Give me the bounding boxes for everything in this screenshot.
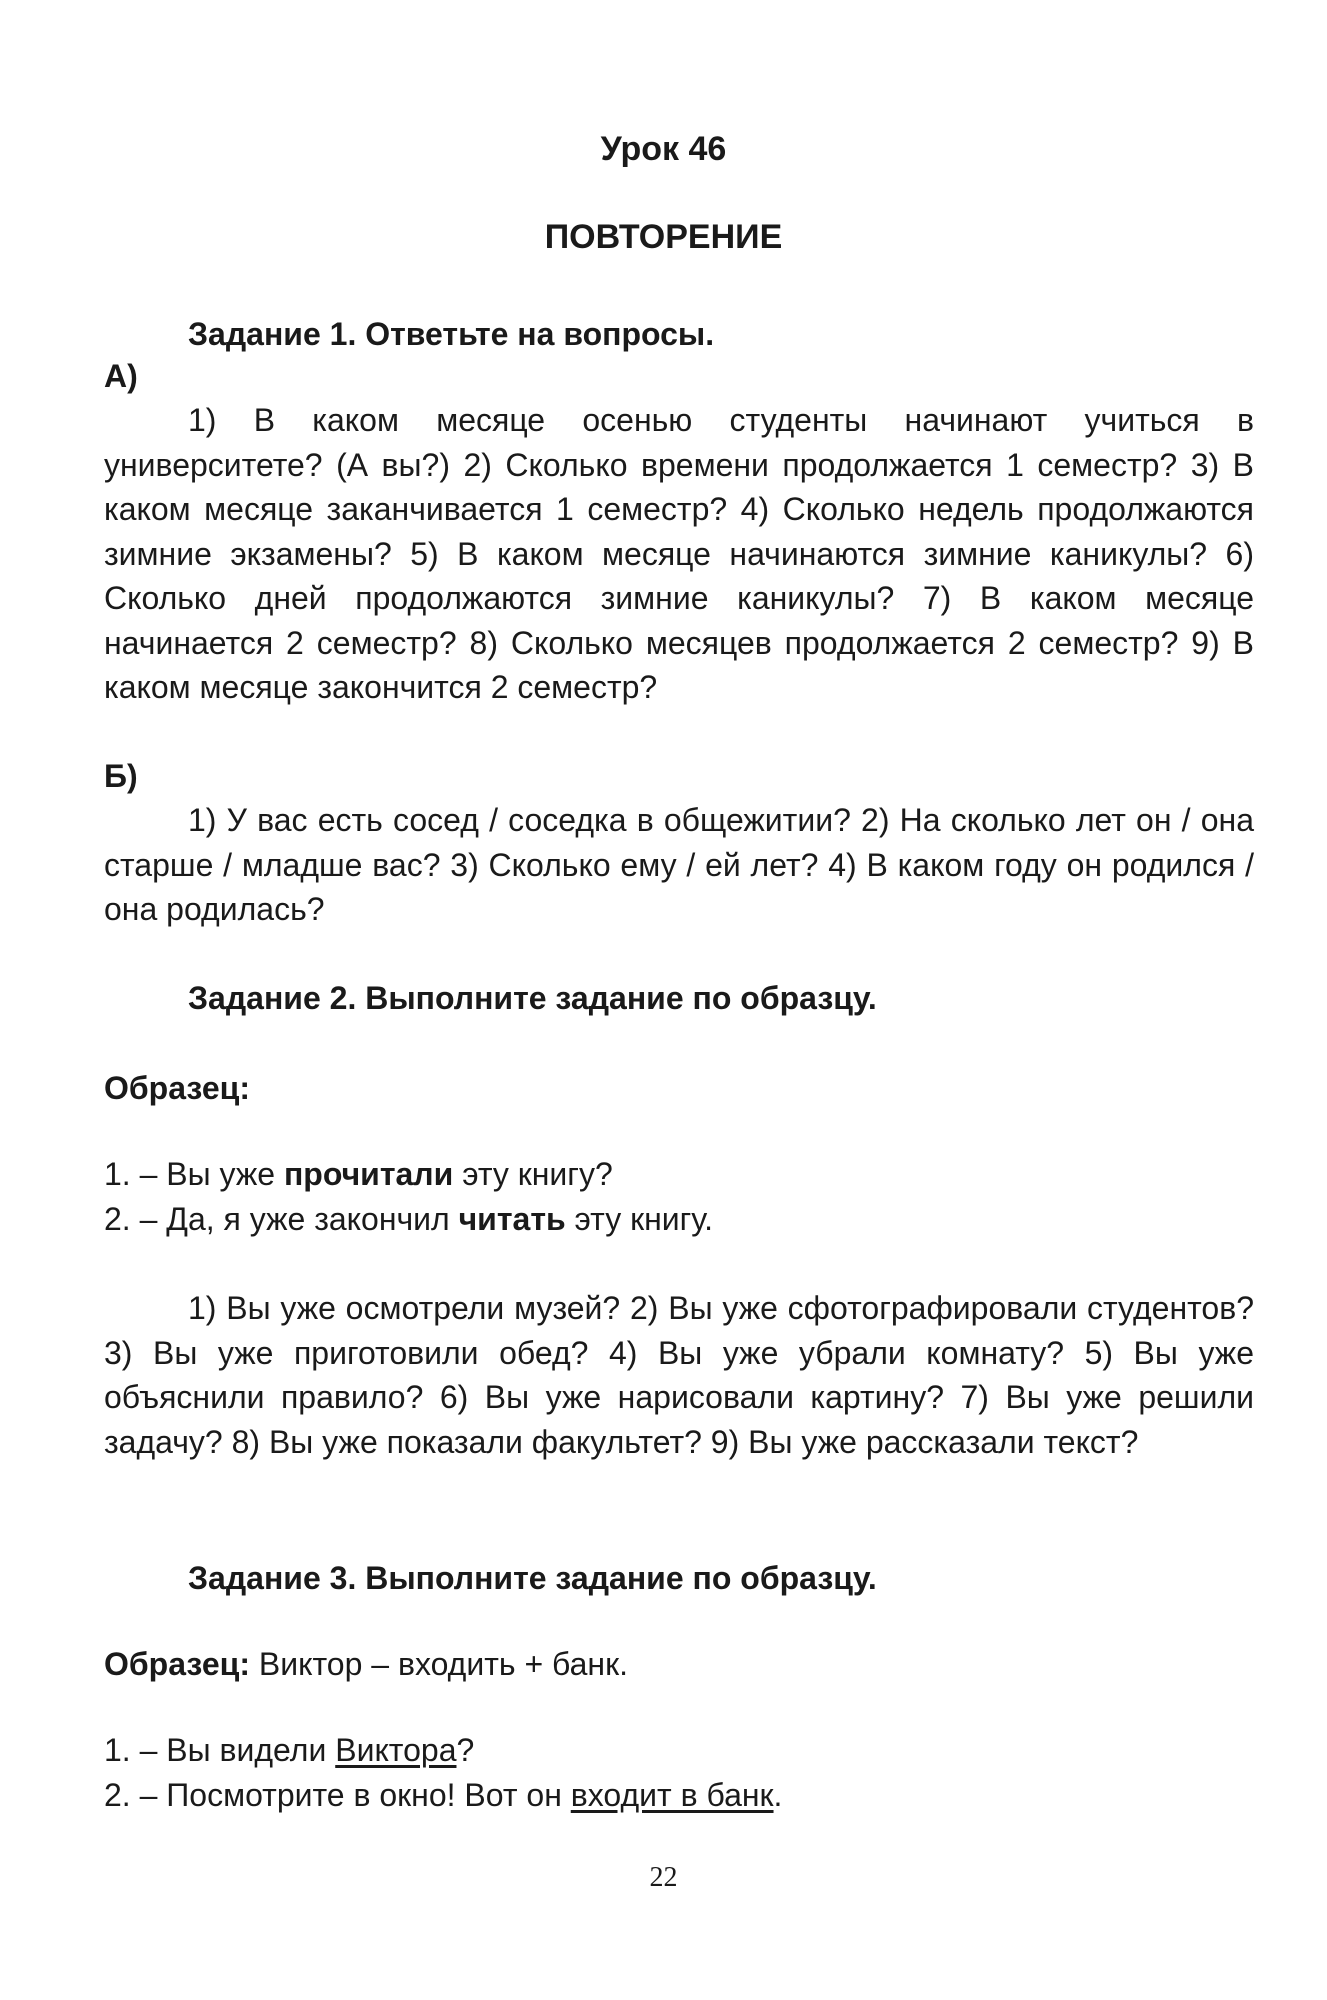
task2-sample-line-1: 1. – Вы уже прочитали эту книгу?	[104, 1156, 613, 1192]
task1-heading: Задание 1. Ответьте на вопросы.	[188, 316, 715, 352]
lesson-title: Урок 46	[600, 130, 727, 168]
task3-sample	[104, 1646, 628, 1683]
task1-part-a-text: 1) В каком месяце осенью студенты начинают учиться в университете? (А вы?) 2) Сколько времени продолжается 1 семестр? 3) В каком месяце заканчивается 1 семестр? 4) Сколько недель продолжаются зимние экзамены? 5) В каком месяце начинаются зимние каникулы? 6) Сколько дней продолжаются зимние каникулы? 7) В каком месяце начинается 2 семестр? 8) Сколько месяцев продолжается 2 семестр? 9) В каком месяце закончится 2 семестр?	[104, 402, 1254, 705]
task1-part-a-label: А)	[104, 358, 138, 394]
task3-heading: Задание 3. Выполните задание по образцу.	[188, 1560, 877, 1596]
task3-sample-label: Образец:	[104, 1646, 250, 1682]
task2-sample-line-1-bold: прочитали	[283, 1156, 454, 1192]
task1-part-b-label: Б)	[104, 758, 138, 794]
task3-sample-line-1: 1. – Вы видели Виктора?	[104, 1732, 475, 1768]
task3-underlined-2: входит в банк	[570, 1776, 774, 1813]
task3-sample-dialog	[104, 1728, 782, 1817]
task2-sample-line-2: 2. – Да, я уже закончил читать эту книгу.	[104, 1200, 713, 1237]
task1-part-b-text: 1) У вас есть сосед / соседка в общежитии? 2) На сколько лет он / она старше / младше вас? 3) Сколько ему / ей лет? 4) В каком году он родился / она родилась?	[104, 802, 1254, 927]
task2-sample-line-2-bold: читать	[458, 1200, 566, 1237]
task2-sample-label: Образец:	[104, 1070, 250, 1106]
task2-heading: Задание 2. Выполните задание по образцу.	[188, 980, 877, 1016]
task2-sample-dialog	[104, 1152, 713, 1241]
task3-underlined-1: Виктора	[335, 1732, 457, 1768]
section-title: ПОВТОРЕНИЕ	[544, 218, 783, 256]
task3-sample-text: Виктор – входить + банк.	[250, 1646, 628, 1682]
task3-sample-line-2: 2. – Посмотрите в окно! Вот он входит в банк.	[104, 1776, 783, 1813]
task2-exercise-text: 1) Вы уже осмотрели музей? 2) Вы уже сфотографировали студентов? 3) Вы уже приготовили обед? 4) Вы уже убрали комнату? 5) Вы уже объяснили правило? 6) Вы уже нарисовали картину? 7) Вы уже решили задачу? 8) Вы уже показали факультет? 9) Вы уже рассказали текст?	[104, 1290, 1254, 1460]
page-number: 22	[649, 1862, 678, 1893]
